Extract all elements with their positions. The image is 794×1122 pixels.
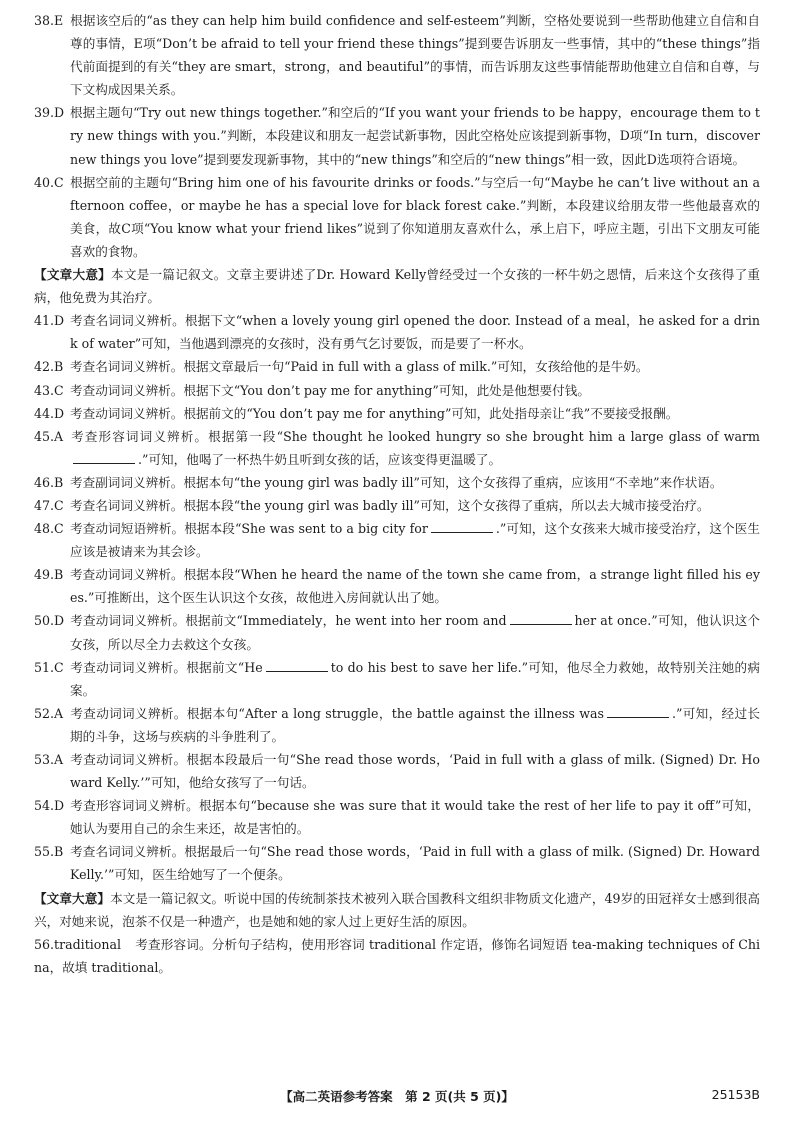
summary-tag: 【文章大意】: [34, 890, 111, 906]
answer-55: [34, 840, 760, 886]
answer-text: 考查动词词义辨析。根据下文“You don’t pay me for anything”可知，此处是他想要付钱。: [70, 382, 590, 398]
answer-number: 53.A: [34, 752, 64, 767]
answer-text: 考查名词词义辨析。根据最后一句“She read those words，‘Paid in full with a glass of milk. (Signed) Dr. Howard Kelly.’”可知，医生给她写了一个便条。: [70, 844, 760, 883]
answer-text: 考查名词词义辨析。根据本段“the young girl was badly ill”可知，这个女孩得了重病，所以去大城市接受治疗。: [70, 497, 710, 513]
answer-number: 52.A: [34, 705, 64, 721]
answer-text: 考查形容词词义辨析。根据本句“because she was sure that it would take the rest of her life to pay it off”可知，她认为要用自己的余生来还，故是害怕的。: [70, 798, 760, 837]
answer-number: 55.B: [34, 844, 64, 860]
answer-text: 考查名词词义辨析。根据下文“when a lovely young girl opened the door. Instead of a meal，he asked for a drink of water”可知，当他遇到漂亮的女孩时，没有勇气乞讨要饭，而是要了一杯水。: [70, 313, 760, 352]
answer-54: [34, 794, 760, 840]
answer-number: 48.C: [34, 521, 64, 537]
answer-text: 考查动词词义辨析。根据前文的“You don’t pay me for anything”可知，此处指母亲让“我”不要接受报酬。: [70, 405, 679, 421]
answer-38: [34, 9, 760, 101]
answer-53: [34, 748, 760, 794]
answer-text: 考查形容词词义辨析。根据第一段“She thought he looked hungry so she brought him a large glass of warm: [70, 428, 760, 444]
answer-text-cont: to do his best to save her life.”可知，他尽全力救她，故特别关注她的病案。: [70, 659, 761, 698]
answer-text: 考查动词词义辨析。根据本句“After a long struggle，the battle against the illness was: [70, 705, 604, 721]
summary-text: 本文是一篇记叙文。文章主要讲述了Dr. Howard Kelly曾经受过一个女孩的一杯牛奶之恩情，后来这个女孩得了重病，他免费为其治疗。: [34, 267, 761, 306]
answer-number: 56.traditional: [34, 936, 122, 952]
answer-text: 考查动词词义辨析。根据前文“Immediately，he went into her room and: [70, 613, 507, 629]
answer-41: [34, 309, 760, 355]
fill-in-blank: [510, 610, 572, 625]
answer-number: 46.B: [34, 474, 64, 490]
answer-number: 50.D: [34, 613, 65, 629]
answer-number: 51.C: [34, 659, 64, 675]
answer-number: 42.B: [34, 359, 64, 375]
answer-number: 38.E: [34, 13, 64, 28]
answer-text: 考查动词词义辨析。根据本段“When he heard the name of the town she came from，a strange light filled his eyes.”可推断出，这个医生认识这个女孩，故他进入房间就认出了她。: [70, 567, 760, 606]
footer-page-label: 【高二英语参考答案 第 2 页(共 5 页)】: [280, 1089, 514, 1104]
answer-52: [34, 702, 760, 748]
answer-text-cont: .”可知，经过长期的斗争，这场与疾病的斗争胜利了。: [70, 705, 760, 744]
fill-in-blank: [431, 518, 493, 533]
answer-number: 43.C: [34, 382, 64, 398]
answer-51: [34, 656, 760, 702]
answer-40: [34, 171, 760, 263]
answer-text: 考查名词词义辨析。根据文章最后一句“Paid in full with a glass of milk.”可知，女孩给他的是牛奶。: [70, 359, 649, 375]
answer-47: [34, 494, 760, 517]
answer-text: 考查动词词义辨析。根据前文“He: [70, 659, 263, 675]
answer-text: 考查动词短语辨析。根据本段“She was sent to a big city for: [70, 521, 428, 537]
answer-text: 根据空前的主题句“Bring him one of his favourite drinks or foods.”与空后一句“Maybe he can’t live without an afternoon coffee，or maybe he has a special love for black forest cake.”判断，本段建议给朋友带一些他最喜欢的美食，故C项“You know what your friend likes”说到了你知道朋友喜欢什么，承上启下，呼应主题，引出下文朋友可能喜欢的食物。: [70, 174, 760, 259]
answer-56: [34, 933, 760, 979]
fill-in-blank: [73, 449, 135, 464]
answer-49: [34, 563, 760, 609]
fill-in-blank: [266, 657, 328, 672]
answer-48: [34, 517, 760, 563]
answer-number: 47.C: [34, 497, 64, 513]
answer-44: [34, 402, 760, 425]
answer-number: 39.D: [34, 105, 65, 121]
answer-number: 40.C: [34, 174, 64, 190]
answer-text: 考查动词词义辨析。根据本段最后一句“She read those words，‘Paid in full with a glass of milk. (Signed) Dr. Howard Kelly.’”可知，他给女孩写了一句话。: [70, 752, 760, 791]
footer-doc-code: 25153B: [711, 1087, 760, 1102]
answer-explanations: [34, 9, 760, 979]
answer-50: [34, 609, 760, 655]
answer-number: 44.D: [34, 405, 65, 421]
answer-number: 41.D: [34, 313, 65, 329]
fill-in-blank: [607, 703, 669, 718]
answer-39: [34, 101, 760, 170]
answer-46: [34, 471, 760, 494]
passage-summary: [34, 263, 760, 309]
answer-text-cont: .”可知，这个女孩来大城市接受治疗，这个医生应该是被请来为其会诊。: [70, 521, 760, 560]
answer-45: [34, 425, 760, 471]
answer-text-cont: her at once.”可知，他认识这个女孩，所以尽全力去救这个女孩。: [70, 613, 760, 652]
answer-42: [34, 355, 760, 378]
answer-text: 考查副词词义辨析。根据本句“the young girl was badly ill”可知，这个女孩得了重病，应该用“不幸地”来作状语。: [70, 474, 723, 490]
passage-summary: [34, 887, 760, 933]
answer-43: [34, 379, 760, 402]
answer-number: 49.B: [34, 567, 64, 583]
answer-number: 45.A: [34, 428, 64, 444]
summary-tag: 【文章大意】: [34, 267, 112, 283]
answer-text: 根据该空后的“as they can help him build confidence and self-esteem”判断，空格处要说到一些帮助他建立自信和自尊的事情，E项“Don’t be afraid to tell your friend these things”提到要告诉朋友一些事情，其中的“these things”指代前面提到的有关“they are smart，strong，and beautiful”的事情，而告诉朋友这些事情能帮助他建立自信和自尊，与下文构成因果关系。: [70, 13, 760, 98]
summary-text: 本文是一篇记叙文。听说中国的传统制茶技术被列入联合国教科文组织非物质文化遗产，49岁的田冠祥女士感到很高兴，对她来说，泡茶不仅是一种遗产，也是她和她的家人过上更好生活的原因。: [34, 890, 761, 929]
answer-number: 54.D: [34, 798, 65, 814]
answer-text-cont: .”可知，他喝了一杯热牛奶且听到女孩的话，应该变得更温暖了。: [138, 451, 502, 467]
answer-text: 考查形容词。分析句子结构，使用形容词 traditional 作定语，修饰名词短语 tea-making techniques of China，故填 traditional。: [34, 936, 760, 975]
answer-text: 根据主题句“Try out new things together.”和空后的“If you want your friends to be happy，encourage them to try new things with you.”判断，本段建议和朋友一起尝试新事物，因此空格处应该提到新事物，D项“In turn，discover new things you love”提到要发现新事物，其中的“new things”和空后的“new things”相一致，因此D选项符合语境。: [70, 105, 760, 167]
